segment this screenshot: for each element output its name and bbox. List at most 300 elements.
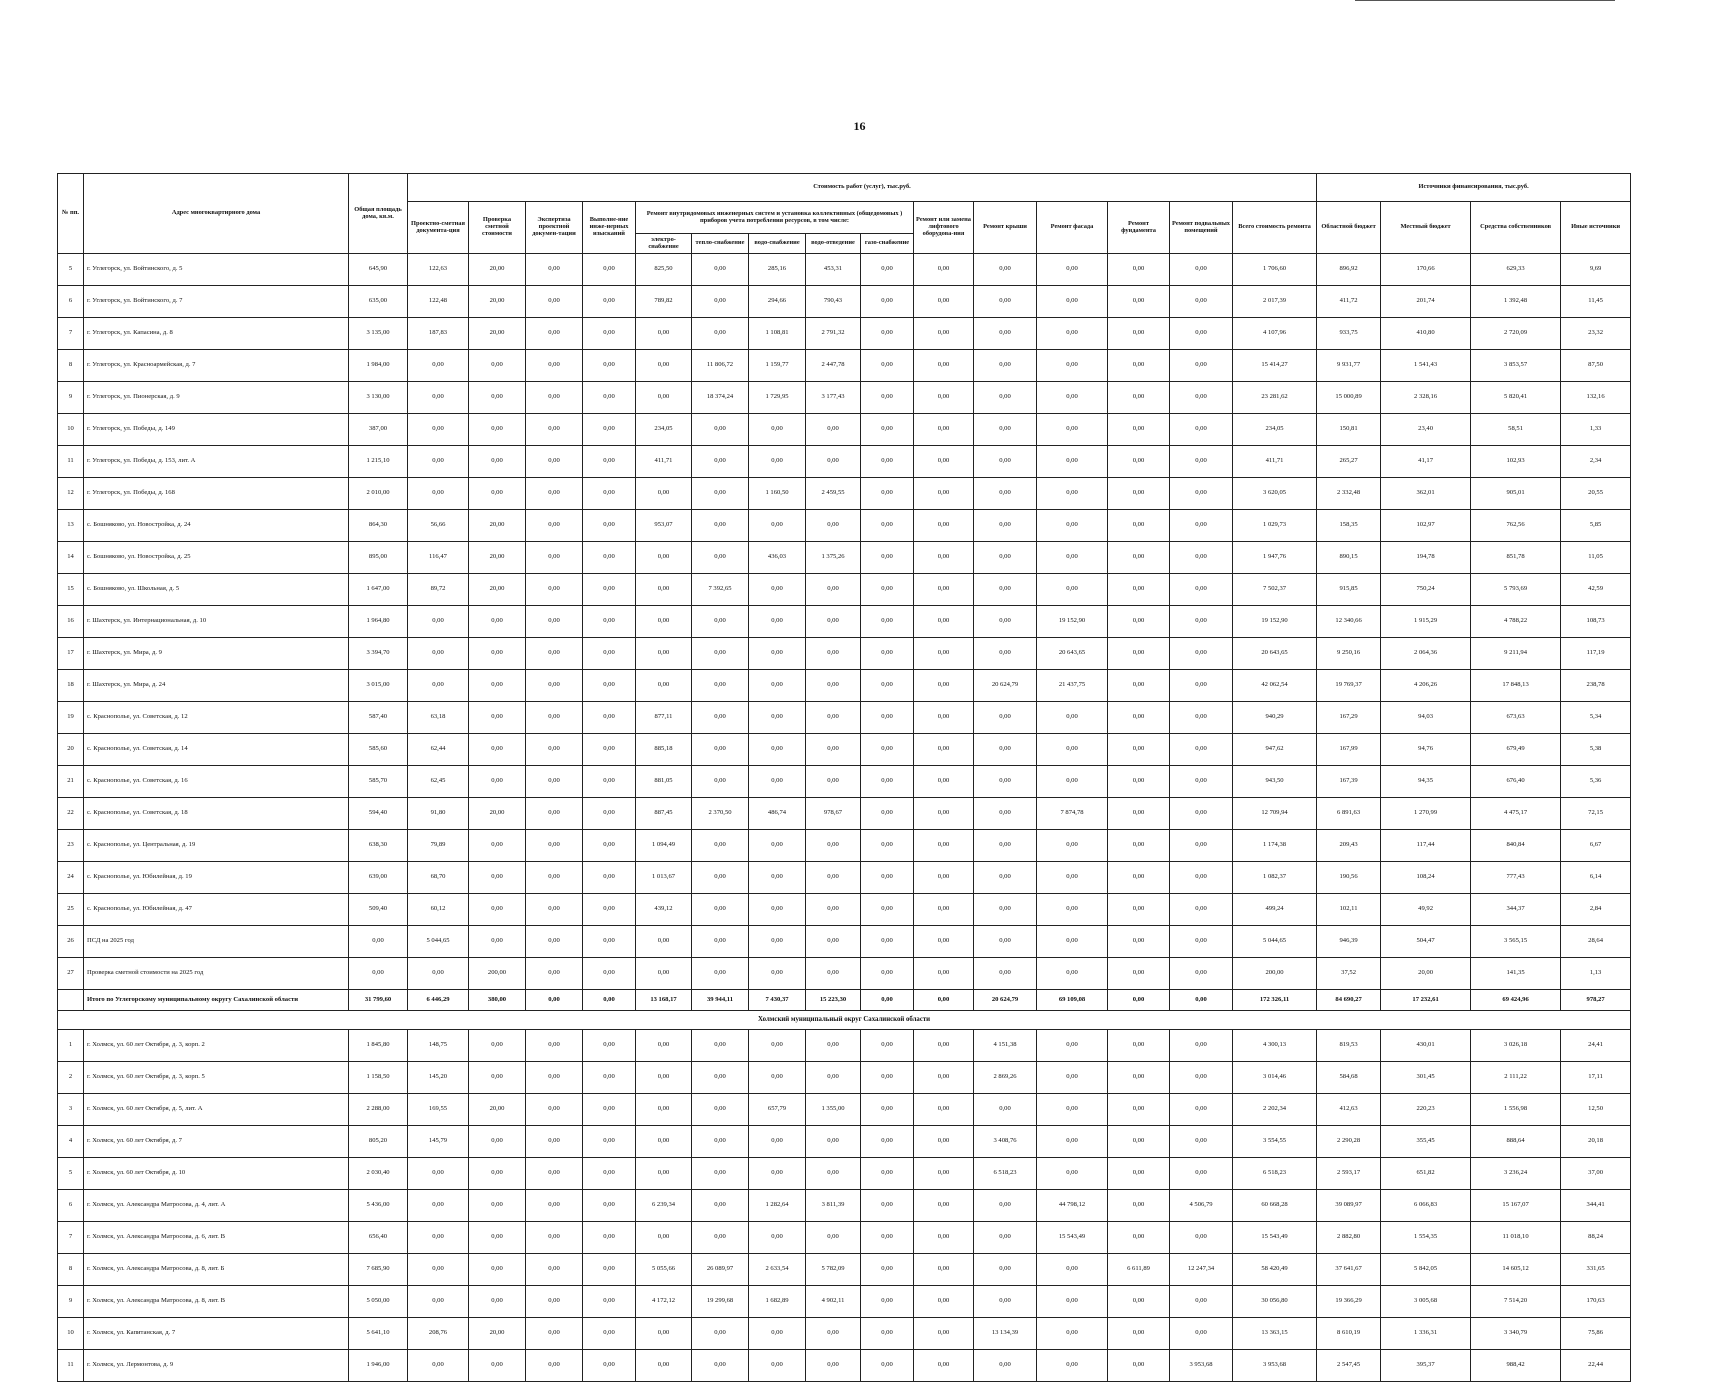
row-value: 0,00 — [861, 798, 914, 830]
row-value: 0,00 — [974, 1190, 1037, 1222]
table-row — [58, 1126, 1631, 1158]
row-number: 18 — [58, 670, 84, 702]
row-value: 0,00 — [692, 894, 749, 926]
row-value: 851,78 — [1471, 542, 1561, 574]
row-value: 504,47 — [1381, 926, 1471, 958]
row-value: 0,00 — [583, 990, 636, 1011]
row-value: 4 300,13 — [1233, 1030, 1317, 1062]
row-value: 0,00 — [1170, 510, 1233, 542]
row-value: 0,00 — [583, 1350, 636, 1382]
row-value: 0,00 — [583, 382, 636, 414]
row-value: 294,66 — [749, 286, 806, 318]
table-row — [58, 478, 1631, 510]
row-value: 0,00 — [583, 862, 636, 894]
row-value: 0,00 — [636, 1222, 692, 1254]
row-value: 0,00 — [1108, 766, 1170, 798]
row-value: 20 643,65 — [1037, 638, 1108, 670]
row-value: 0,00 — [914, 1158, 974, 1190]
row-value: 0,00 — [692, 670, 749, 702]
scan-top-line — [1355, 0, 1615, 1]
row-value: 0,00 — [1170, 1094, 1233, 1126]
table-row — [58, 862, 1631, 894]
row-value: 825,50 — [636, 254, 692, 286]
row-value: 0,00 — [692, 606, 749, 638]
row-value: 0,00 — [1037, 862, 1108, 894]
row-value: 0,00 — [583, 254, 636, 286]
row-value: 5,38 — [1561, 734, 1631, 766]
row-number: 5 — [58, 1158, 84, 1190]
row-value: 4 788,22 — [1471, 606, 1561, 638]
row-value: 0,00 — [692, 510, 749, 542]
row-value: 37 641,67 — [1317, 1254, 1381, 1286]
row-value: 0,00 — [1170, 478, 1233, 510]
row-number: 14 — [58, 542, 84, 574]
row-value: 0,00 — [914, 254, 974, 286]
row-value: 201,74 — [1381, 286, 1471, 318]
row-value: 238,78 — [1561, 670, 1631, 702]
row-value: 0,00 — [583, 1286, 636, 1318]
row-value: 412,63 — [1317, 1094, 1381, 1126]
row-value: 5,36 — [1561, 766, 1631, 798]
row-value: 0,00 — [692, 414, 749, 446]
row-value: 0,00 — [1108, 1094, 1170, 1126]
row-value: 789,82 — [636, 286, 692, 318]
header-foundation: Ремонт фундамента — [1108, 202, 1170, 254]
row-value: 1 554,35 — [1381, 1222, 1471, 1254]
row-value: 905,01 — [1471, 478, 1561, 510]
row-value: 0,00 — [974, 542, 1037, 574]
row-value: 0,00 — [526, 958, 583, 990]
row-value: 0,00 — [1037, 318, 1108, 350]
row-value: 0,00 — [526, 574, 583, 606]
row-value: 0,00 — [1170, 318, 1233, 350]
row-value: 896,92 — [1317, 254, 1381, 286]
table-row — [58, 446, 1631, 478]
row-value: 58 420,49 — [1233, 1254, 1317, 1286]
row-value: 0,00 — [1108, 318, 1170, 350]
row-value: 0,00 — [806, 638, 861, 670]
row-value: 0,00 — [806, 414, 861, 446]
row-value: 5 782,09 — [806, 1254, 861, 1286]
row-value: 0,00 — [914, 1254, 974, 1286]
row-value: 0,00 — [1170, 446, 1233, 478]
header-other: Иные источники — [1561, 202, 1631, 254]
row-value: 4 475,17 — [1471, 798, 1561, 830]
row-value: 0,00 — [1037, 766, 1108, 798]
row-value: 0,00 — [914, 350, 974, 382]
row-value: 0,00 — [526, 1126, 583, 1158]
row-value: 158,35 — [1317, 510, 1381, 542]
row-value: 6 518,23 — [1233, 1158, 1317, 1190]
row-value: 0,00 — [1170, 766, 1233, 798]
row-address: г. Холмск, ул. 60 лет Октября, д. 5, лит. А — [84, 1094, 349, 1126]
row-value: 0,00 — [1037, 702, 1108, 734]
row-value: 864,30 — [349, 510, 408, 542]
row-value: 0,00 — [526, 1350, 583, 1382]
header-roof: Ремонт крыши — [974, 202, 1037, 254]
row-value: 0,00 — [526, 1190, 583, 1222]
header-check: Проверка сметной стоимости — [469, 202, 526, 254]
row-value: 0,00 — [583, 926, 636, 958]
row-value: 0,00 — [914, 318, 974, 350]
row-number: 4 — [58, 1126, 84, 1158]
row-value: 26 089,97 — [692, 1254, 749, 1286]
row-value: 9,69 — [1561, 254, 1631, 286]
row-value: 2 720,09 — [1471, 318, 1561, 350]
row-value: 0,00 — [861, 862, 914, 894]
row-value: 988,42 — [1471, 1350, 1561, 1382]
row-value: 94,03 — [1381, 702, 1471, 734]
row-value: 0,00 — [583, 798, 636, 830]
row-value: 12 247,34 — [1170, 1254, 1233, 1286]
row-value: 436,03 — [749, 542, 806, 574]
row-address: г. Углегорск, ул. Победы, д. 149 — [84, 414, 349, 446]
row-value: 895,00 — [349, 542, 408, 574]
table-body — [58, 254, 1631, 1382]
row-value: 0,00 — [636, 1094, 692, 1126]
row-value: 2 030,40 — [349, 1158, 408, 1190]
row-value: 0,00 — [692, 734, 749, 766]
row-value: 0,00 — [692, 286, 749, 318]
table-row — [58, 1254, 1631, 1286]
row-value: 0,00 — [408, 1158, 469, 1190]
row-value: 2 547,45 — [1317, 1350, 1381, 1382]
row-value: 499,24 — [1233, 894, 1317, 926]
row-value: 0,00 — [1108, 1190, 1170, 1222]
row-value: 1 108,81 — [749, 318, 806, 350]
row-value: 0,00 — [749, 926, 806, 958]
row-value: 0,00 — [583, 702, 636, 734]
row-value: 0,00 — [749, 1158, 806, 1190]
row-value: 819,53 — [1317, 1030, 1381, 1062]
row-value: 0,00 — [749, 1030, 806, 1062]
row-value: 0,00 — [526, 1286, 583, 1318]
row-value: 11,45 — [1561, 286, 1631, 318]
row-value: 0,00 — [974, 638, 1037, 670]
row-value: 12 340,66 — [1317, 606, 1381, 638]
row-value: 0,00 — [636, 926, 692, 958]
row-value: 2 288,00 — [349, 1094, 408, 1126]
row-value: 933,75 — [1317, 318, 1381, 350]
row-address: г. Углегорск, ул. Капасина, д. 8 — [84, 318, 349, 350]
row-value: 915,85 — [1317, 574, 1381, 606]
row-number: 20 — [58, 734, 84, 766]
row-value: 0,00 — [974, 926, 1037, 958]
row-value: 0,00 — [583, 1062, 636, 1094]
row-value: 20 643,65 — [1233, 638, 1317, 670]
row-value: 1 375,26 — [806, 542, 861, 574]
row-value: 0,00 — [526, 1094, 583, 1126]
row-value: 4 506,79 — [1170, 1190, 1233, 1222]
row-value: 0,00 — [1108, 1350, 1170, 1382]
row-number: 24 — [58, 862, 84, 894]
row-value: 15 543,49 — [1037, 1222, 1108, 1254]
row-value: 585,70 — [349, 766, 408, 798]
row-value: 0,00 — [861, 446, 914, 478]
row-value: 0,00 — [861, 830, 914, 862]
row-value: 145,79 — [408, 1126, 469, 1158]
row-value: 0,00 — [526, 798, 583, 830]
row-value: 19 152,90 — [1233, 606, 1317, 638]
row-value: 0,00 — [469, 1190, 526, 1222]
row-address: г. Углегорск, ул. Пионерская, д. 9 — [84, 382, 349, 414]
row-value: 5,85 — [1561, 510, 1631, 542]
row-value: 20,18 — [1561, 1126, 1631, 1158]
row-value: 17,11 — [1561, 1062, 1631, 1094]
row-value: 0,00 — [583, 1190, 636, 1222]
row-value: 0,00 — [914, 894, 974, 926]
row-value: 0,00 — [974, 574, 1037, 606]
row-value: 0,00 — [583, 894, 636, 926]
row-value: 0,00 — [636, 350, 692, 382]
row-value: 0,00 — [974, 1254, 1037, 1286]
table-row — [58, 350, 1631, 382]
row-value: 0,00 — [914, 798, 974, 830]
row-value: 0,00 — [1037, 574, 1108, 606]
row-address: г. Холмск, ул. Лермонтова, д. 9 — [84, 1350, 349, 1382]
row-value: 629,33 — [1471, 254, 1561, 286]
row-value: 0,00 — [636, 1062, 692, 1094]
row-value: 167,29 — [1317, 702, 1381, 734]
row-value: 0,00 — [408, 414, 469, 446]
row-value: 2 370,50 — [692, 798, 749, 830]
row-value: 4 902,11 — [806, 1286, 861, 1318]
row-value: 0,00 — [469, 894, 526, 926]
row-value: 0,00 — [636, 542, 692, 574]
row-value: 170,66 — [1381, 254, 1471, 286]
row-value: 285,16 — [749, 254, 806, 286]
row-value: 15 167,07 — [1471, 1190, 1561, 1222]
row-number: 23 — [58, 830, 84, 862]
row-value: 0,00 — [1108, 926, 1170, 958]
row-value: 0,00 — [749, 574, 806, 606]
row-value: 0,00 — [749, 1222, 806, 1254]
row-value: 20 624,79 — [974, 990, 1037, 1011]
row-value: 0,00 — [861, 1062, 914, 1094]
row-value: 1,13 — [1561, 958, 1631, 990]
header-num: № пп. — [58, 174, 84, 254]
row-value: 9 250,16 — [1317, 638, 1381, 670]
row-value: 0,00 — [692, 766, 749, 798]
row-value: 0,00 — [749, 862, 806, 894]
row-number: 7 — [58, 1222, 84, 1254]
row-value: 62,44 — [408, 734, 469, 766]
page-number: 16 — [853, 119, 866, 133]
row-value: 0,00 — [974, 830, 1037, 862]
row-value: 102,97 — [1381, 510, 1471, 542]
row-value: 0,00 — [583, 318, 636, 350]
row-value: 6 066,83 — [1381, 1190, 1471, 1222]
row-value: 947,62 — [1233, 734, 1317, 766]
row-value: 0,00 — [806, 606, 861, 638]
row-value: 0,00 — [914, 542, 974, 574]
row-value: 0,00 — [861, 510, 914, 542]
row-number: 11 — [58, 1350, 84, 1382]
row-value: 0,00 — [692, 542, 749, 574]
row-value: 890,15 — [1317, 542, 1381, 574]
row-value: 0,00 — [749, 702, 806, 734]
row-value: 2 869,26 — [974, 1062, 1037, 1094]
row-value: 639,00 — [349, 862, 408, 894]
row-value: 790,43 — [806, 286, 861, 318]
row-number: 9 — [58, 382, 84, 414]
row-value: 3 177,43 — [806, 382, 861, 414]
row-value: 486,74 — [749, 798, 806, 830]
row-value: 7 685,90 — [349, 1254, 408, 1286]
row-value: 0,00 — [526, 606, 583, 638]
row-value: 0,00 — [806, 702, 861, 734]
row-number: 15 — [58, 574, 84, 606]
row-value: 0,00 — [526, 702, 583, 734]
row-number: 7 — [58, 318, 84, 350]
row-value: 167,99 — [1317, 734, 1381, 766]
row-value: 122,63 — [408, 254, 469, 286]
row-value: 0,00 — [861, 1222, 914, 1254]
row-value: 0,00 — [914, 734, 974, 766]
row-value: 805,20 — [349, 1126, 408, 1158]
row-value: 0,00 — [1108, 382, 1170, 414]
row-value: 0,00 — [1170, 990, 1233, 1011]
row-value: 0,00 — [861, 1318, 914, 1350]
row-value: 0,00 — [1108, 254, 1170, 286]
repair-cost-table — [57, 173, 1631, 1382]
header-gas: газо-снабжение — [861, 234, 914, 254]
row-value: 978,67 — [806, 798, 861, 830]
table-row — [58, 670, 1631, 702]
row-value: 0,00 — [526, 894, 583, 926]
row-value: 0,00 — [1108, 702, 1170, 734]
table-header — [58, 174, 1631, 254]
row-value: 0,00 — [636, 1350, 692, 1382]
row-value: 978,27 — [1561, 990, 1631, 1011]
row-value: 0,00 — [749, 414, 806, 446]
row-value: 0,00 — [1108, 350, 1170, 382]
row-value: 0,00 — [974, 1286, 1037, 1318]
row-value: 0,00 — [1037, 350, 1108, 382]
table-row — [58, 1222, 1631, 1254]
row-value: 1 082,37 — [1233, 862, 1317, 894]
row-value: 940,29 — [1233, 702, 1317, 734]
row-address: с. Бошняково, ул. Новостройка, д. 24 — [84, 510, 349, 542]
row-value: 0,00 — [914, 286, 974, 318]
row-value: 0,00 — [1170, 958, 1233, 990]
row-value: 2 017,39 — [1233, 286, 1317, 318]
row-value: 0,00 — [583, 542, 636, 574]
row-address: Проверка сметной стоимости на 2025 год — [84, 958, 349, 990]
table-row — [58, 830, 1631, 862]
table-row — [58, 894, 1631, 926]
row-value: 6 891,63 — [1317, 798, 1381, 830]
row-value: 2 791,32 — [806, 318, 861, 350]
row-value: 0,00 — [583, 1158, 636, 1190]
row-value: 0,00 — [861, 958, 914, 990]
row-address: с. Краснополье, ул. Юбилейная, д. 47 — [84, 894, 349, 926]
row-number: 8 — [58, 350, 84, 382]
row-value: 750,24 — [1381, 574, 1471, 606]
row-value: 2 064,36 — [1381, 638, 1471, 670]
row-value: 0,00 — [974, 478, 1037, 510]
row-address: с. Бошняково, ул. Школьная, д. 5 — [84, 574, 349, 606]
row-value: 0,00 — [914, 766, 974, 798]
row-value: 0,00 — [861, 702, 914, 734]
row-value: 0,00 — [1170, 1158, 1233, 1190]
row-value: 0,00 — [583, 670, 636, 702]
row-value: 265,27 — [1317, 446, 1381, 478]
row-number: 1 — [58, 1030, 84, 1062]
row-value: 20,00 — [469, 254, 526, 286]
row-value: 0,00 — [974, 350, 1037, 382]
row-value: 37,52 — [1317, 958, 1381, 990]
row-number: 26 — [58, 926, 84, 958]
row-value: 9 931,77 — [1317, 350, 1381, 382]
row-address: с. Краснополье, ул. Центральная, д. 19 — [84, 830, 349, 862]
table-row — [58, 1318, 1631, 1350]
header-elevator: Ремонт или замена лифтового оборудова-ния — [914, 202, 974, 254]
row-value: 0,00 — [914, 990, 974, 1011]
row-value: 0,00 — [526, 1030, 583, 1062]
row-value: 49,92 — [1381, 894, 1471, 926]
row-value: 0,00 — [914, 1094, 974, 1126]
row-value: 2,84 — [1561, 894, 1631, 926]
row-value: 0,00 — [526, 734, 583, 766]
row-value: 190,56 — [1317, 862, 1381, 894]
row-value: 453,31 — [806, 254, 861, 286]
row-number: 3 — [58, 1094, 84, 1126]
row-value: 102,11 — [1317, 894, 1381, 926]
row-value: 0,00 — [806, 1158, 861, 1190]
row-value: 17 232,61 — [1381, 990, 1471, 1011]
row-value: 42,59 — [1561, 574, 1631, 606]
row-value: 0,00 — [1108, 638, 1170, 670]
row-value: 0,00 — [974, 766, 1037, 798]
table-row — [58, 1062, 1631, 1094]
row-value: 0,00 — [636, 638, 692, 670]
row-value: 0,00 — [692, 446, 749, 478]
row-value: 0,00 — [526, 478, 583, 510]
row-value: 0,00 — [861, 1158, 914, 1190]
row-value: 0,00 — [914, 510, 974, 542]
row-value: 0,00 — [806, 446, 861, 478]
row-value: 0,00 — [583, 1222, 636, 1254]
row-value: 0,00 — [408, 1286, 469, 1318]
row-value: 0,00 — [408, 1254, 469, 1286]
row-value: 0,00 — [526, 830, 583, 862]
row-value: 0,00 — [806, 1030, 861, 1062]
row-value: 1 541,43 — [1381, 350, 1471, 382]
row-value: 0,00 — [583, 1030, 636, 1062]
row-value: 91,80 — [408, 798, 469, 830]
row-value: 0,00 — [914, 670, 974, 702]
row-value: 0,00 — [1170, 894, 1233, 926]
row-address: с. Краснополье, ул. Советская, д. 16 — [84, 766, 349, 798]
row-value: 1 094,49 — [636, 830, 692, 862]
row-value: 19 152,90 — [1037, 606, 1108, 638]
row-value: 0,00 — [408, 1190, 469, 1222]
row-value: 638,30 — [349, 830, 408, 862]
row-address: ПСД на 2025 год — [84, 926, 349, 958]
row-value: 0,00 — [1037, 894, 1108, 926]
header-basement: Ремонт подвальных помещений — [1170, 202, 1233, 254]
row-value: 0,00 — [1108, 510, 1170, 542]
row-value: 0,00 — [692, 1318, 749, 1350]
row-value: 0,00 — [469, 1126, 526, 1158]
row-value: 0,00 — [749, 510, 806, 542]
row-value: 0,00 — [469, 1030, 526, 1062]
row-value: 0,00 — [749, 1062, 806, 1094]
row-value: 0,00 — [636, 1318, 692, 1350]
row-value: 0,00 — [1037, 1286, 1108, 1318]
row-value: 12,50 — [1561, 1094, 1631, 1126]
